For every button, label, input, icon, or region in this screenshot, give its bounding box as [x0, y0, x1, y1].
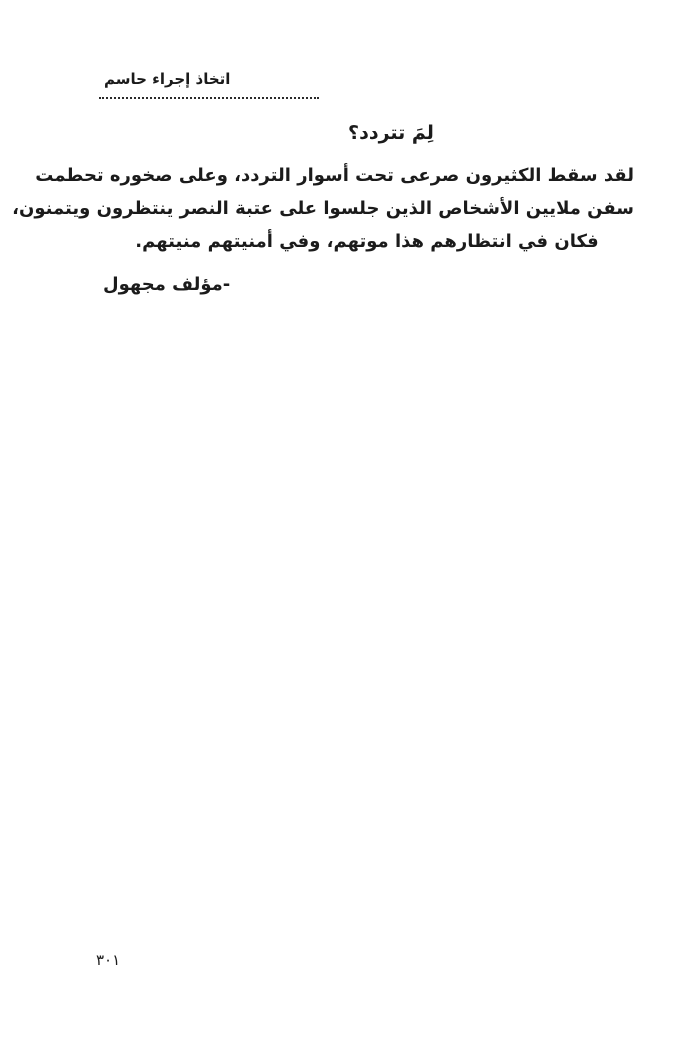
running-header-dotted-rule: [99, 97, 319, 99]
quote-title: لِمَ تتردد؟: [348, 122, 434, 144]
quote-attribution: -مؤلف مجهول: [103, 274, 231, 295]
quote-paragraph: [12, 159, 634, 258]
quote-line: سفن ملايين الأشخاص الذين جلسوا على عتبة النصر ينتظرون ويتمنون،: [12, 198, 634, 219]
quote-line: لقد سقط الكثيرون صرعى تحت أسوار التردد، وعلى صخوره تحطمت: [35, 165, 634, 186]
page-number: ٣٠١: [96, 951, 121, 969]
running-header-title: اتخاذ إجراء حاسم: [104, 70, 231, 88]
quote-line: فكان في انتظارهم هذا موتهم، وفي أمنيتهم منيتهم.: [135, 231, 599, 252]
